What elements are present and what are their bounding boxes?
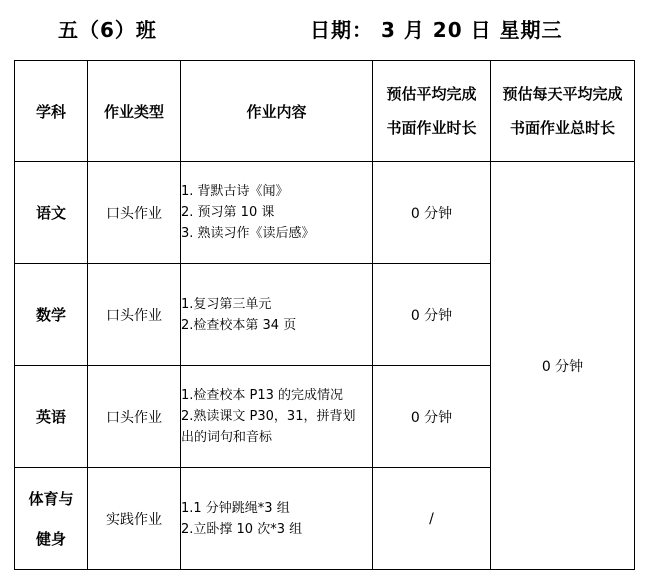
content-line: 1.1 分钟跳绳*3 组	[181, 500, 290, 516]
estimate-cell: /	[373, 468, 491, 570]
header-total-time-line1: 预估每天平均完成	[502, 85, 623, 103]
subject-label: 语文	[35, 203, 66, 222]
content-line: 2.检查校本第 34 页	[181, 317, 297, 333]
header-total-time	[491, 61, 635, 162]
subject-cell	[15, 264, 88, 366]
content-cell	[181, 264, 373, 366]
content-line: 2. 预习第 10 课	[181, 205, 275, 220]
header-total-time-line2: 书面作业总时长	[509, 119, 615, 137]
type-cell: 口头作业	[88, 366, 181, 468]
content-line: 1.检查校本 P13 的完成情况	[181, 388, 344, 403]
header-row	[15, 61, 635, 162]
estimate-cell: 0 分钟	[373, 162, 491, 264]
subject-cell	[15, 468, 88, 570]
header-type: 作业类型	[88, 61, 181, 162]
content-cell	[181, 468, 373, 570]
header-content: 作业内容	[181, 61, 373, 162]
content-cell	[181, 162, 373, 264]
header-avg-time	[373, 61, 491, 162]
content-line: 2.立卧撑 10 次*3 组	[181, 521, 303, 537]
date-title: 日期： 3 月 20 日 星期三	[310, 18, 563, 42]
type-cell: 实践作业	[88, 468, 181, 570]
header-avg-time-line2: 书面作业时长	[386, 119, 477, 137]
subject-cell	[15, 366, 88, 468]
subject-label-line2: 健身	[35, 529, 66, 548]
header-subject: 学科	[15, 61, 88, 162]
header-avg-time-line1: 预估平均完成	[386, 85, 477, 103]
content-line: 1.复习第三单元	[181, 296, 272, 312]
subject-label: 体育与	[28, 489, 74, 508]
type-cell: 口头作业	[88, 264, 181, 366]
subject-label: 英语	[35, 407, 66, 426]
content-line: 3. 熟读习作《读后感》	[181, 226, 315, 241]
class-title: 五（6）班	[58, 18, 157, 42]
total-time-cell: 0 分钟	[491, 162, 635, 570]
content-line: 2.熟读课文 P30，31，拼背划	[181, 409, 356, 424]
estimate-cell: 0 分钟	[373, 366, 491, 468]
type-cell: 口头作业	[88, 162, 181, 264]
subject-label: 数学	[35, 305, 66, 324]
estimate-cell: 0 分钟	[373, 264, 491, 366]
subject-cell	[15, 162, 88, 264]
content-line: 1. 背默古诗《闻》	[181, 184, 289, 199]
table-row	[15, 162, 635, 264]
content-line: 出的词句和音标	[181, 430, 273, 445]
content-cell	[181, 366, 373, 468]
homework-table	[14, 60, 635, 570]
